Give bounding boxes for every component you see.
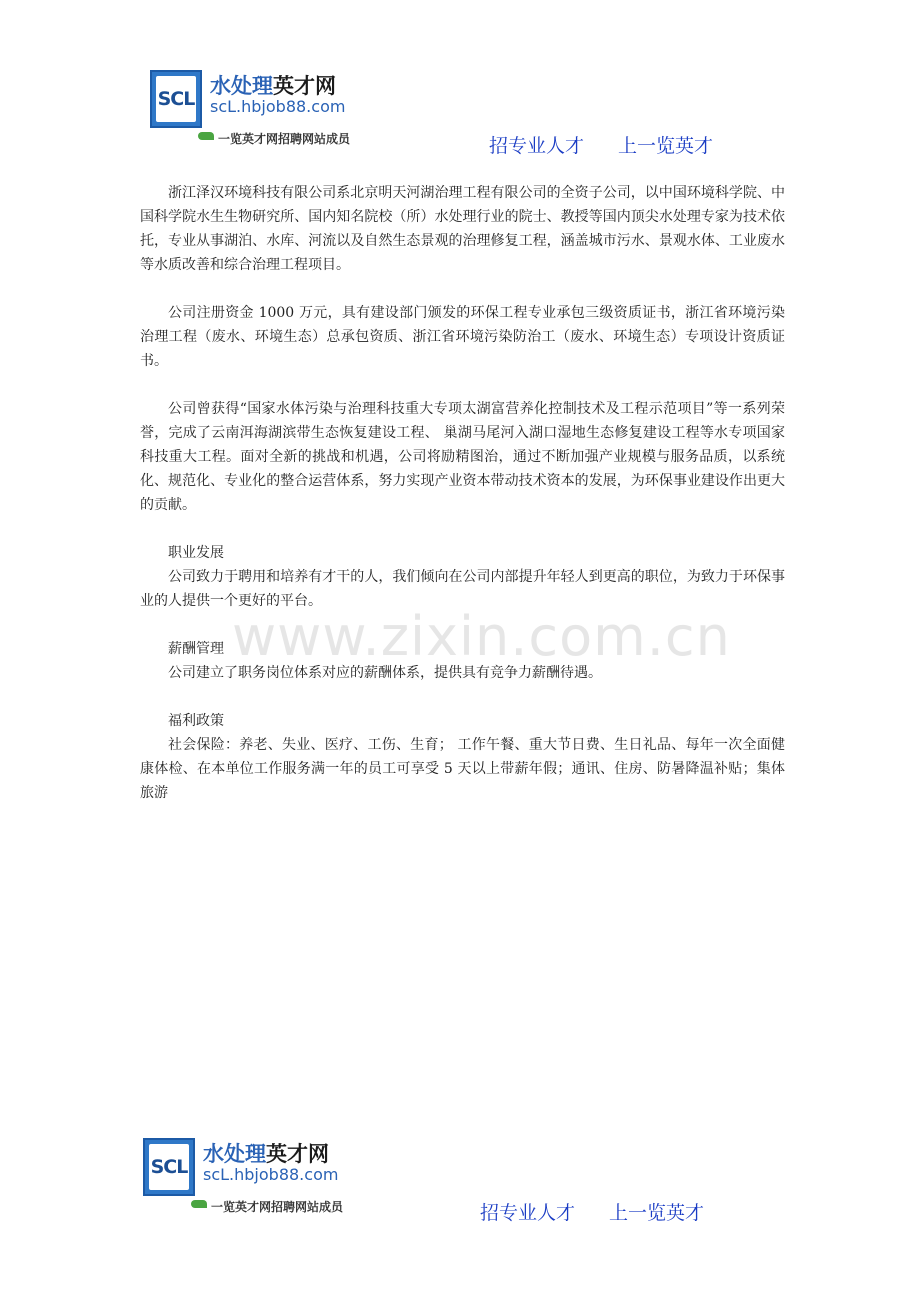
footer-slogan-right: 上一览英才 [609, 1202, 705, 1224]
section-title-welfare: 福利政策 [168, 713, 224, 729]
document-body [140, 181, 785, 829]
logo-site-name [210, 70, 336, 100]
footer-scl-logo-icon [143, 1138, 195, 1196]
logo-domain: scL.hbjob88.com [210, 97, 346, 116]
section-title-career: 职业发展 [168, 545, 224, 561]
section-body-salary: 公司建立了职务岗位体系对应的薪酬体系，提供具有竞争力薪酬待遇。 [168, 665, 602, 681]
top-header [0, 70, 920, 160]
slogan-right: 上一览英才 [618, 135, 714, 157]
footer-logo-abbr: SCL [149, 1144, 189, 1190]
section-body-welfare: 社会保险：养老、失业、医疗、工伤、生育； 工作午餐、重大节日费、生日礼品、每年一次全面健康体检、在本单位工作服务满一年的员工可享受 5 天以上带薪年假；通讯、住房、防暑降温补贴；集体旅游 [140, 737, 785, 801]
paragraph-company-intro: 浙江泽汉环境科技有限公司系北京明天河湖治理工程有限公司的全资子公司，以中国环境科学院、中国科学院水生生物研究所、国内知名院校（所）水处理行业的院士、教授等国内顶尖水处理专家为技术依托，专业从事湖泊、水库、河流以及自然生态景观的治理修复工程，涵盖城市污水、景观水体、工业废水等水质改善和综合治理工程项目。 [140, 185, 785, 273]
logo-tagline: 一览英才网招聘网站成员 [218, 132, 351, 146]
footer-slogan [480, 1198, 704, 1225]
scl-logo-icon [150, 70, 202, 128]
paragraph-honors: 公司曾获得“国家水体污染与治理科技重大专项太湖富营养化控制技术及工程示范项目”等一系列荣誉，完成了云南洱海湖滨带生态恢复建设工程、 巢湖马尾河入湖口湿地生态修复建设工程等水专项国家科技重大工程。面对全新的挑战和机遇，公司将励精图治，通过不断加强产业规模与服务品质，以系统化、规范化、专业化的整合运营体系，努力实现产业资本带动技术资本的发展，为环保事业建设作出更大的贡献。 [140, 401, 785, 513]
site-logo[interactable] [150, 70, 390, 154]
logo-name-dark: 英才网 [273, 74, 336, 98]
logo-name-blue: 水处理 [210, 74, 273, 98]
section-title-salary: 薪酬管理 [168, 641, 224, 657]
slogan-left: 招专业人才 [489, 135, 585, 157]
footer-logo-tagline-wrap [191, 1198, 343, 1215]
logo-tagline-wrap [198, 130, 350, 147]
footer-logo-domain: scL.hbjob88.com [203, 1165, 339, 1184]
footer-slogan-left: 招专业人才 [480, 1202, 576, 1224]
footer-logo-name-blue: 水处理 [203, 1142, 266, 1166]
footer-site-logo[interactable] [143, 1138, 383, 1222]
bottom-footer [0, 1138, 920, 1228]
logo-abbr: SCL [156, 76, 196, 122]
footer-logo-site-name [203, 1138, 329, 1168]
watermark-text: www.zixin.com.cn [232, 605, 731, 668]
footer-logo-tagline: 一览英才网招聘网站成员 [211, 1200, 344, 1214]
header-slogan [489, 131, 713, 158]
section-body-career: 公司致力于聘用和培养有才干的人，我们倾向在公司内部提升年轻人到更高的职位，为致力于环保事业的人提供一个更好的平台。 [140, 569, 785, 609]
paragraph-qualifications: 公司注册资金 1000 万元，具有建设部门颁发的环保工程专业承包三级资质证书，浙江省环境污染治理工程（废水、环境生态）总承包资质、浙江省环境污染防治工（废水、环境生态）专项设计资质证书。 [140, 305, 785, 369]
footer-logo-name-dark: 英才网 [266, 1142, 329, 1166]
